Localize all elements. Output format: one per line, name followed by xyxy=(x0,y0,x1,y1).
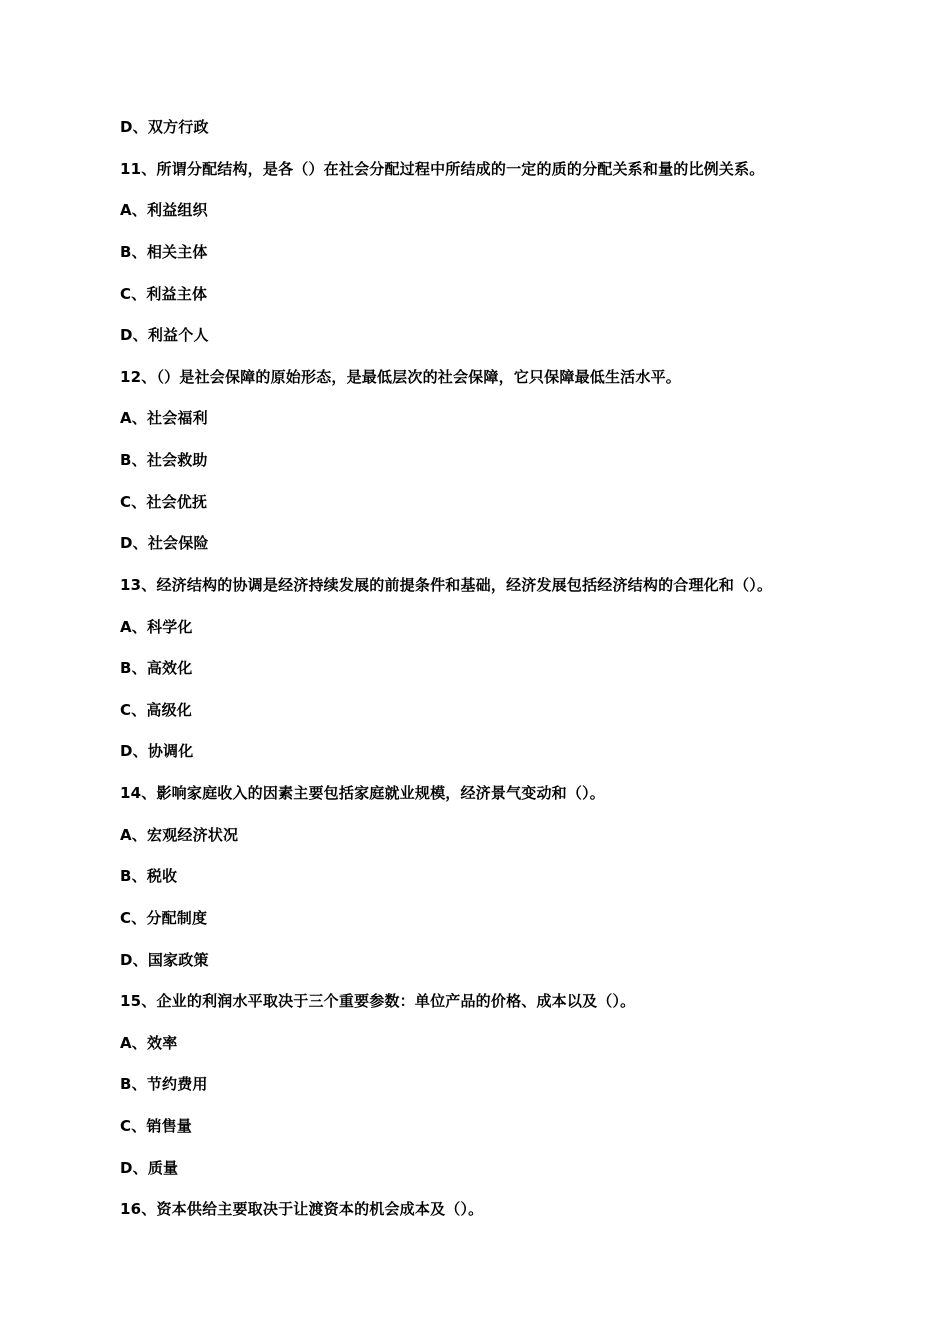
option-a-q15: A、效率 xyxy=(120,1034,178,1052)
option-d-q10: D、双方行政 xyxy=(120,118,209,136)
option-c-q15: C、销售量 xyxy=(120,1117,193,1135)
question-12: 12、（）是社会保障的原始形态，是最低层次的社会保障，它只保障最低生活水平。 xyxy=(120,368,681,386)
option-b-q13: B、高效化 xyxy=(120,659,193,677)
option-a-q12: A、社会福利 xyxy=(120,409,208,427)
option-c-q12: C、社会优抚 xyxy=(120,493,208,511)
option-c-q13: C、高级化 xyxy=(120,701,193,719)
question-14: 14、影响家庭收入的因素主要包括家庭就业规模，经济景气变动和（）。 xyxy=(120,784,605,802)
question-16: 16、资本供给主要取决于让渡资本的机会成本及（）。 xyxy=(120,1200,484,1218)
option-d-q11: D、利益个人 xyxy=(120,326,209,344)
option-d-q12: D、社会保险 xyxy=(120,534,209,552)
question-11: 11、所谓分配结构，是各（）在社会分配过程中所结成的一定的质的分配关系和量的比例关系。 xyxy=(120,160,765,178)
option-c-q11: C、利益主体 xyxy=(120,285,208,303)
option-a-q13: A、科学化 xyxy=(120,618,193,636)
option-d-q14: D、国家政策 xyxy=(120,951,209,969)
option-a-q14: A、宏观经济状况 xyxy=(120,826,239,844)
option-a-q11: A、利益组织 xyxy=(120,201,208,219)
question-13: 13、经济结构的协调是经济持续发展的前提条件和基础，经济发展包括经济结构的合理化和（）。 xyxy=(120,576,773,594)
option-b-q12: B、社会救助 xyxy=(120,451,208,469)
option-b-q14: B、税收 xyxy=(120,867,178,885)
option-b-q15: B、节约费用 xyxy=(120,1075,208,1093)
option-c-q14: C、分配制度 xyxy=(120,909,208,927)
option-d-q15: D、质量 xyxy=(120,1159,179,1177)
option-d-q13: D、协调化 xyxy=(120,742,194,760)
option-b-q11: B、相关主体 xyxy=(120,243,208,261)
question-15: 15、企业的利润水平取决于三个重要参数：单位产品的价格、成本以及（）。 xyxy=(120,992,636,1010)
